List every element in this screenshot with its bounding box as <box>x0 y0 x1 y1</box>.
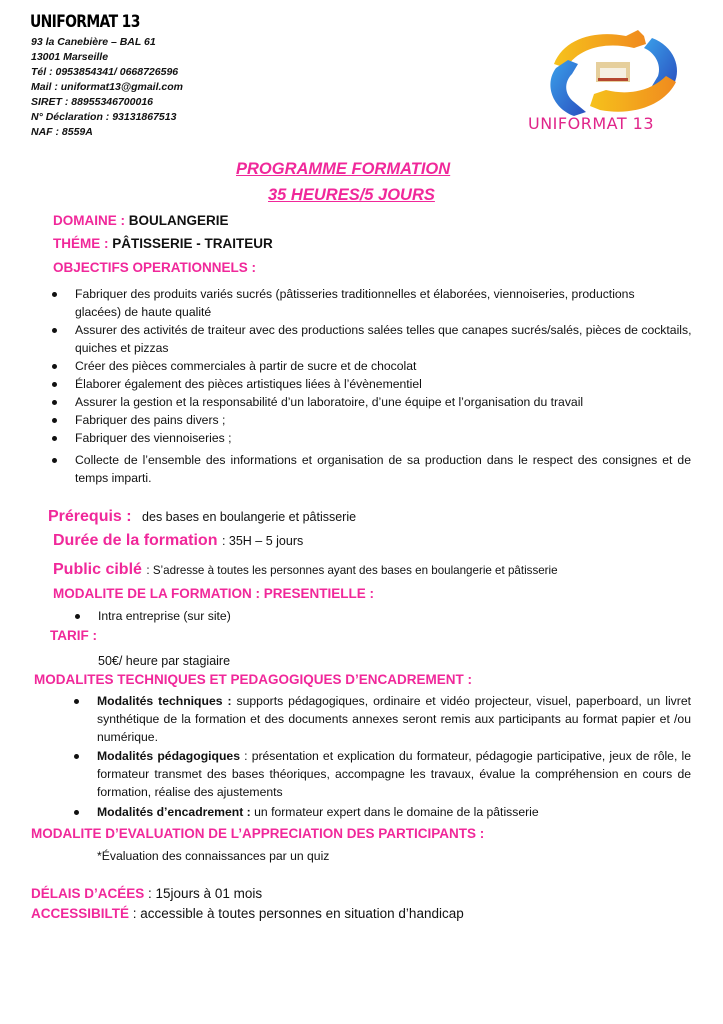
list-item: Intra entreprise (sur site) <box>98 607 498 625</box>
hands-circle-icon <box>534 24 694 120</box>
list-item: Modalités techniques : supports pédagogiques, ordinaire et vidéo projecteur, visuel, paperboard, un livret synthétique de la formation et des documents annexes seront remis aux participants au format papier et /ou numérique. <box>97 692 691 746</box>
modalite-formation-heading: MODALITE DE LA FORMATION : PRESENTIELLE : <box>53 586 374 601</box>
bullet-icon <box>52 400 57 405</box>
bullet-icon <box>52 328 57 333</box>
naf-code: NAF : 8559A <box>31 126 93 138</box>
delais-row <box>31 886 262 901</box>
list-item: Élaborer également des pièces artistiques liées à l’évènementiel <box>75 375 695 393</box>
declaration-number: N° Déclaration : 93131867513 <box>31 111 177 123</box>
bullet-icon <box>74 699 79 704</box>
siret: SIRET : 88955346700016 <box>31 96 154 108</box>
list-item: Modalités d’encadrement : un formateur expert dans le domaine de la pâtisserie <box>97 803 691 821</box>
domaine-row <box>53 213 229 228</box>
page-title: PROGRAMME FORMATION <box>236 160 451 178</box>
list-item: Fabriquer des viennoiseries ; <box>75 429 695 447</box>
modalites-techniques-heading: MODALITES TECHNIQUES ET PEDAGOGIQUES D’ENCADREMENT : <box>34 672 473 687</box>
delais-value: : 15jours à 01 mois <box>144 886 263 901</box>
phone: Tél : 0953854341/ 0668726596 <box>31 66 179 78</box>
prerequis-row <box>48 508 356 526</box>
duree-label: Durée de la formation <box>53 532 218 549</box>
list-item: Modalités pédagogiques : présentation et explication du formateur, pédagogie participative, jeux de rôle, le formateur transmet des bases théoriques, accompagne les travaux, évalue la compréhension en cours de formation, réalise des ajustements <box>97 747 691 801</box>
list-item: Assurer la gestion et la responsabilité d’un laboratoire, d’une équipe et l’organisation du travail <box>75 393 695 411</box>
prerequis-label: Prérequis : <box>48 508 132 525</box>
evaluation-value: *Évaluation des connaissances par un quiz <box>97 849 330 863</box>
bullet-icon <box>52 418 57 423</box>
domaine-value: BOULANGERIE <box>128 213 229 228</box>
bullet-icon <box>52 292 57 297</box>
address-line: 93 la Canebière – BAL 61 <box>31 36 156 48</box>
tarif-heading: TARIF : <box>50 628 97 643</box>
accessibilite-label: ACCESSIBILTÉ <box>31 906 130 921</box>
list-item: Assurer des activités de traiteur avec des productions salées telles que canapes sucrés/salés, pièces de cocktails, quiches et pizzas <box>75 321 695 357</box>
company-name: UNIFORMAT 13 <box>30 12 140 32</box>
list-item: Collecte de l’ensemble des informations et organisation de sa production dans le respect des consignes et de temps imparti. <box>75 451 691 487</box>
accessibilite-value: : accessible à toutes personnes en situation d’handicap <box>129 906 464 921</box>
bullet-icon <box>52 364 57 369</box>
bullet-icon <box>52 458 57 463</box>
bullet-icon <box>52 382 57 387</box>
bullet-icon <box>74 754 79 759</box>
list-item: Créer des pièces commerciales à partir de sucre et de chocolat <box>75 357 695 375</box>
public-value: : S’adresse à toutes les personnes ayant des bases en boulangerie et pâtisserie <box>146 564 558 577</box>
theme-value: PÂTISSERIE - TRAITEUR <box>112 236 273 251</box>
bullet-icon <box>74 810 79 815</box>
accessibilite-row <box>31 906 464 921</box>
bullet-icon <box>52 436 57 441</box>
logo-text: UNIFORMAT 13 <box>528 114 655 133</box>
tarif-value: 50€/ heure par stagiaire <box>98 654 231 668</box>
prerequis-value: des bases en boulangerie et pâtisserie <box>142 510 357 524</box>
objectifs-heading: OBJECTIFS OPERATIONNELS : <box>53 260 257 275</box>
public-row <box>53 561 558 579</box>
domaine-label: DOMAINE : <box>53 213 129 228</box>
theme-row <box>53 236 273 251</box>
public-label: Public ciblé <box>53 561 142 578</box>
email: Mail : uniformat13@gmail.com <box>31 81 184 93</box>
list-item: Fabriquer des produits variés sucrés (pâtisseries traditionnelles et élaborées, viennoiseries, productions glacées) de haute qualité <box>75 285 635 321</box>
duree-value: : 35H – 5 jours <box>221 534 304 548</box>
delais-label: DÉLAIS D’ACÉES <box>31 886 145 901</box>
duree-row <box>53 532 303 550</box>
address-city: 13001 Marseille <box>31 51 109 63</box>
theme-label: THÉME : <box>53 236 113 251</box>
page-subtitle: 35 HEURES/5 JOURS <box>268 186 435 204</box>
evaluation-heading: MODALITE D’EVALUATION DE L’APPRECIATION DES PARTICIPANTS : <box>31 826 485 841</box>
list-item: Fabriquer des pains divers ; <box>75 411 695 429</box>
bullet-icon <box>75 614 80 619</box>
